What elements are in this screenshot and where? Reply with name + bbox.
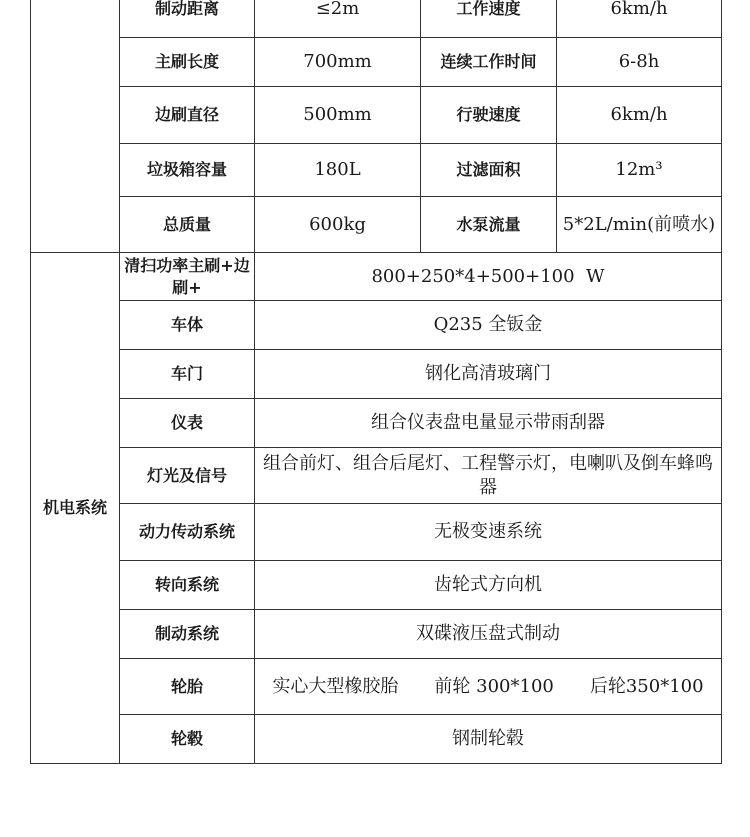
label-main-brush-length: 主刷长度: [120, 38, 255, 87]
table-row: [31, 253, 722, 301]
value-pump-flow: 5*2L/min(前喷水): [557, 197, 722, 253]
value-braking-distance: ≤2m: [255, 0, 421, 38]
table-row: [31, 399, 722, 448]
table-row: [31, 659, 722, 715]
value-dustbin-capacity: 180L: [255, 144, 421, 197]
value-steering: 齿轮式方向机: [255, 561, 722, 610]
label-hubs: 轮毂: [120, 715, 255, 764]
label-tires: 轮胎: [120, 659, 255, 715]
table-row: [31, 144, 722, 197]
label-braking-system: 制动系统: [120, 610, 255, 659]
value-cleaning-power: 800+250*4+500+100 W: [255, 253, 722, 301]
label-power-transmission: 动力传动系统: [120, 504, 255, 561]
label-braking-distance: 制动距离: [120, 0, 255, 38]
label-driving-speed: 行驶速度: [421, 87, 557, 144]
label-pump-flow: 水泵流量: [421, 197, 557, 253]
value-door: 钢化高清玻璃门: [255, 350, 722, 399]
label-instrument: 仪表: [120, 399, 255, 448]
label-door: 车门: [120, 350, 255, 399]
table-row: [31, 504, 722, 561]
value-tires: 实心大型橡胶胎 前轮 300*100 后轮350*100: [255, 659, 722, 715]
label-filter-area: 过滤面积: [421, 144, 557, 197]
value-braking-system: 双碟液压盘式制动: [255, 610, 722, 659]
value-continuous-work-time: 6-8h: [557, 38, 722, 87]
spec-table: [30, 0, 722, 764]
category-electromechanical: 机电系统: [31, 253, 120, 764]
label-total-mass: 总质量: [120, 197, 255, 253]
table-row: [31, 301, 722, 350]
label-continuous-work-time: 连续工作时间: [421, 38, 557, 87]
value-main-brush-length: 700mm: [255, 38, 421, 87]
label-cleaning-power: 清扫功率主刷+边刷+: [120, 253, 255, 301]
table-row: [31, 38, 722, 87]
table-row: [31, 350, 722, 399]
table-row: [31, 197, 722, 253]
label-side-brush-diameter: 边刷直径: [120, 87, 255, 144]
table-row: [31, 715, 722, 764]
value-hubs: 钢制轮毂: [255, 715, 722, 764]
category-cell-blank: [31, 0, 120, 253]
value-total-mass: 600kg: [255, 197, 421, 253]
table-row: [31, 87, 722, 144]
value-instrument: 组合仪表盘电量显示带雨刮器: [255, 399, 722, 448]
table-row: [31, 0, 722, 38]
value-side-brush-diameter: 500mm: [255, 87, 421, 144]
value-driving-speed: 6km/h: [557, 87, 722, 144]
value-filter-area: 12m³: [557, 144, 722, 197]
label-working-speed: 工作速度: [421, 0, 557, 38]
table-row: [31, 610, 722, 659]
value-lights-signals: 组合前灯、组合后尾灯、工程警示灯，电喇叭及倒车蜂鸣器: [255, 448, 722, 504]
value-working-speed: 6km/h: [557, 0, 722, 38]
table-row: [31, 448, 722, 504]
label-body: 车体: [120, 301, 255, 350]
label-dustbin-capacity: 垃圾箱容量: [120, 144, 255, 197]
label-steering: 转向系统: [120, 561, 255, 610]
label-lights-signals: 灯光及信号: [120, 448, 255, 504]
table-row: [31, 561, 722, 610]
value-power-transmission: 无极变速系统: [255, 504, 722, 561]
value-body: Q235 全钣金: [255, 301, 722, 350]
